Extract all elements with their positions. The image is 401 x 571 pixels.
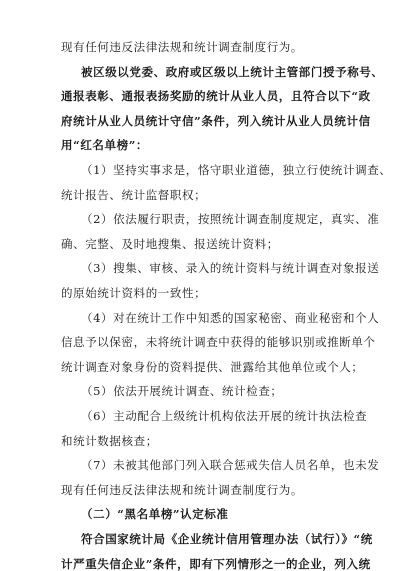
paragraph-line-21: 符合国家统计局《企业统计信用管理办法（试行）》“统 (81, 532, 373, 546)
paragraph-line-12: （4）对在统计工作中知悉的国家秘密、商业秘密和个人 (81, 310, 380, 325)
paragraph-line-7: 统计报告、统计监督职权； (61, 187, 207, 202)
paragraph-line-9: 确、完整、及时地搜集、报送统计资料； (61, 236, 279, 251)
paragraph-line-22: 计严重失信企业”条件，即有下列情形之一的企业，列入统 (61, 556, 371, 571)
paragraph-line-18: （7）未被其他部门列入联合惩戒失信人员名单，也未发 (81, 458, 380, 473)
paragraph-line-8: （2）依法履行职责，按照统计调查制度规定，真实、准 (81, 212, 380, 227)
paragraph-line-3: 通报表彰、通报表扬奖励的统计从业人员，且符合以下“政 (61, 89, 371, 104)
paragraph-line-11: 的原始统计资料的一致性； (61, 286, 207, 300)
paragraph-line-16: （6）主动配合上级统计机构依法开展的统计执法检查 (81, 409, 368, 423)
paragraph-line-14: 统计调查对象身份的资料提供、泄露给其他单位或个人； (61, 359, 364, 374)
paragraph-line-6: （1）坚持实事求是，恪守职业道德，独立行使统计调查、 (81, 163, 392, 177)
paragraph-line-4: 府统计从业人员统计守信”条件，列入统计从业人员统计信 (61, 113, 371, 128)
paragraph-line-5: 用“红名单榜”： (61, 138, 149, 153)
paragraph-line-13: 信息予以保密，未将统计调查中获得的能够识别或推断单个 (61, 335, 376, 350)
paragraph-line-17: 和统计数据核查； (61, 433, 158, 448)
paragraph-line-15: （5）依法开展统计调查、统计检查； (81, 384, 283, 399)
paragraph-line-20: （二）“黑名单榜”认定标准 (81, 507, 229, 522)
paragraph-line-1: 现有任何违反法律法规和统计调查制度行为。 (61, 40, 303, 54)
paragraph-line-2: 被区级以党委、政府或区级以上统计主管部门授予称号、 (81, 64, 384, 79)
paragraph-line-10: （3）搜集、审核、录入的统计资料与统计调查对象报送 (81, 261, 380, 276)
paragraph-line-19: 现有任何违反法律法规和统计调查制度行为。 (61, 482, 303, 497)
